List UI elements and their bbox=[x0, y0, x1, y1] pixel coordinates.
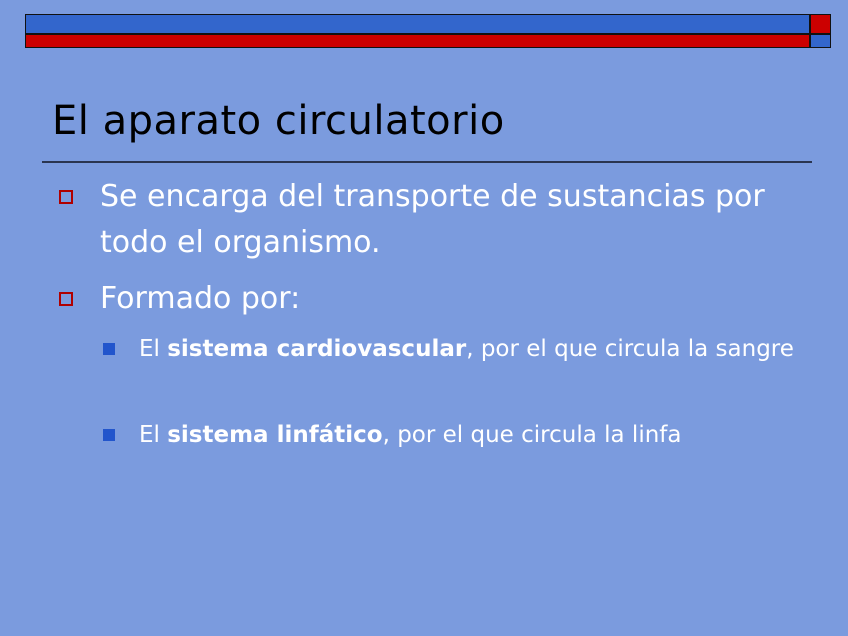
sub-bullet-prefix: El bbox=[139, 422, 168, 448]
title-underline bbox=[42, 161, 812, 163]
slide-title: El aparato circulatorio bbox=[52, 98, 505, 144]
header-square-blue bbox=[810, 34, 831, 48]
header-square-red bbox=[810, 14, 831, 34]
header-bar-blue bbox=[25, 14, 810, 34]
sub-bullet-prefix: El bbox=[139, 336, 168, 362]
filled-square-icon bbox=[103, 343, 115, 355]
hollow-square-icon bbox=[59, 190, 73, 204]
sub-bullet-text bbox=[139, 330, 819, 368]
sub-bullet-term: sistema linfático bbox=[167, 422, 383, 448]
filled-square-icon bbox=[103, 429, 115, 441]
sub-bullet-suffix: , por el que circula la sangre bbox=[466, 336, 794, 362]
bullet-text: Se encarga del transporte de sustancias por todo el organismo. bbox=[100, 179, 765, 260]
hollow-square-icon bbox=[59, 292, 73, 306]
bullet-text: Formado por: bbox=[100, 281, 301, 316]
sub-bullet-text bbox=[139, 416, 819, 454]
header-bar-red bbox=[25, 34, 810, 48]
sub-bullet-term: sistema cardiovascular bbox=[167, 336, 467, 362]
sub-bullet-suffix: , por el que circula la linfa bbox=[382, 422, 682, 448]
